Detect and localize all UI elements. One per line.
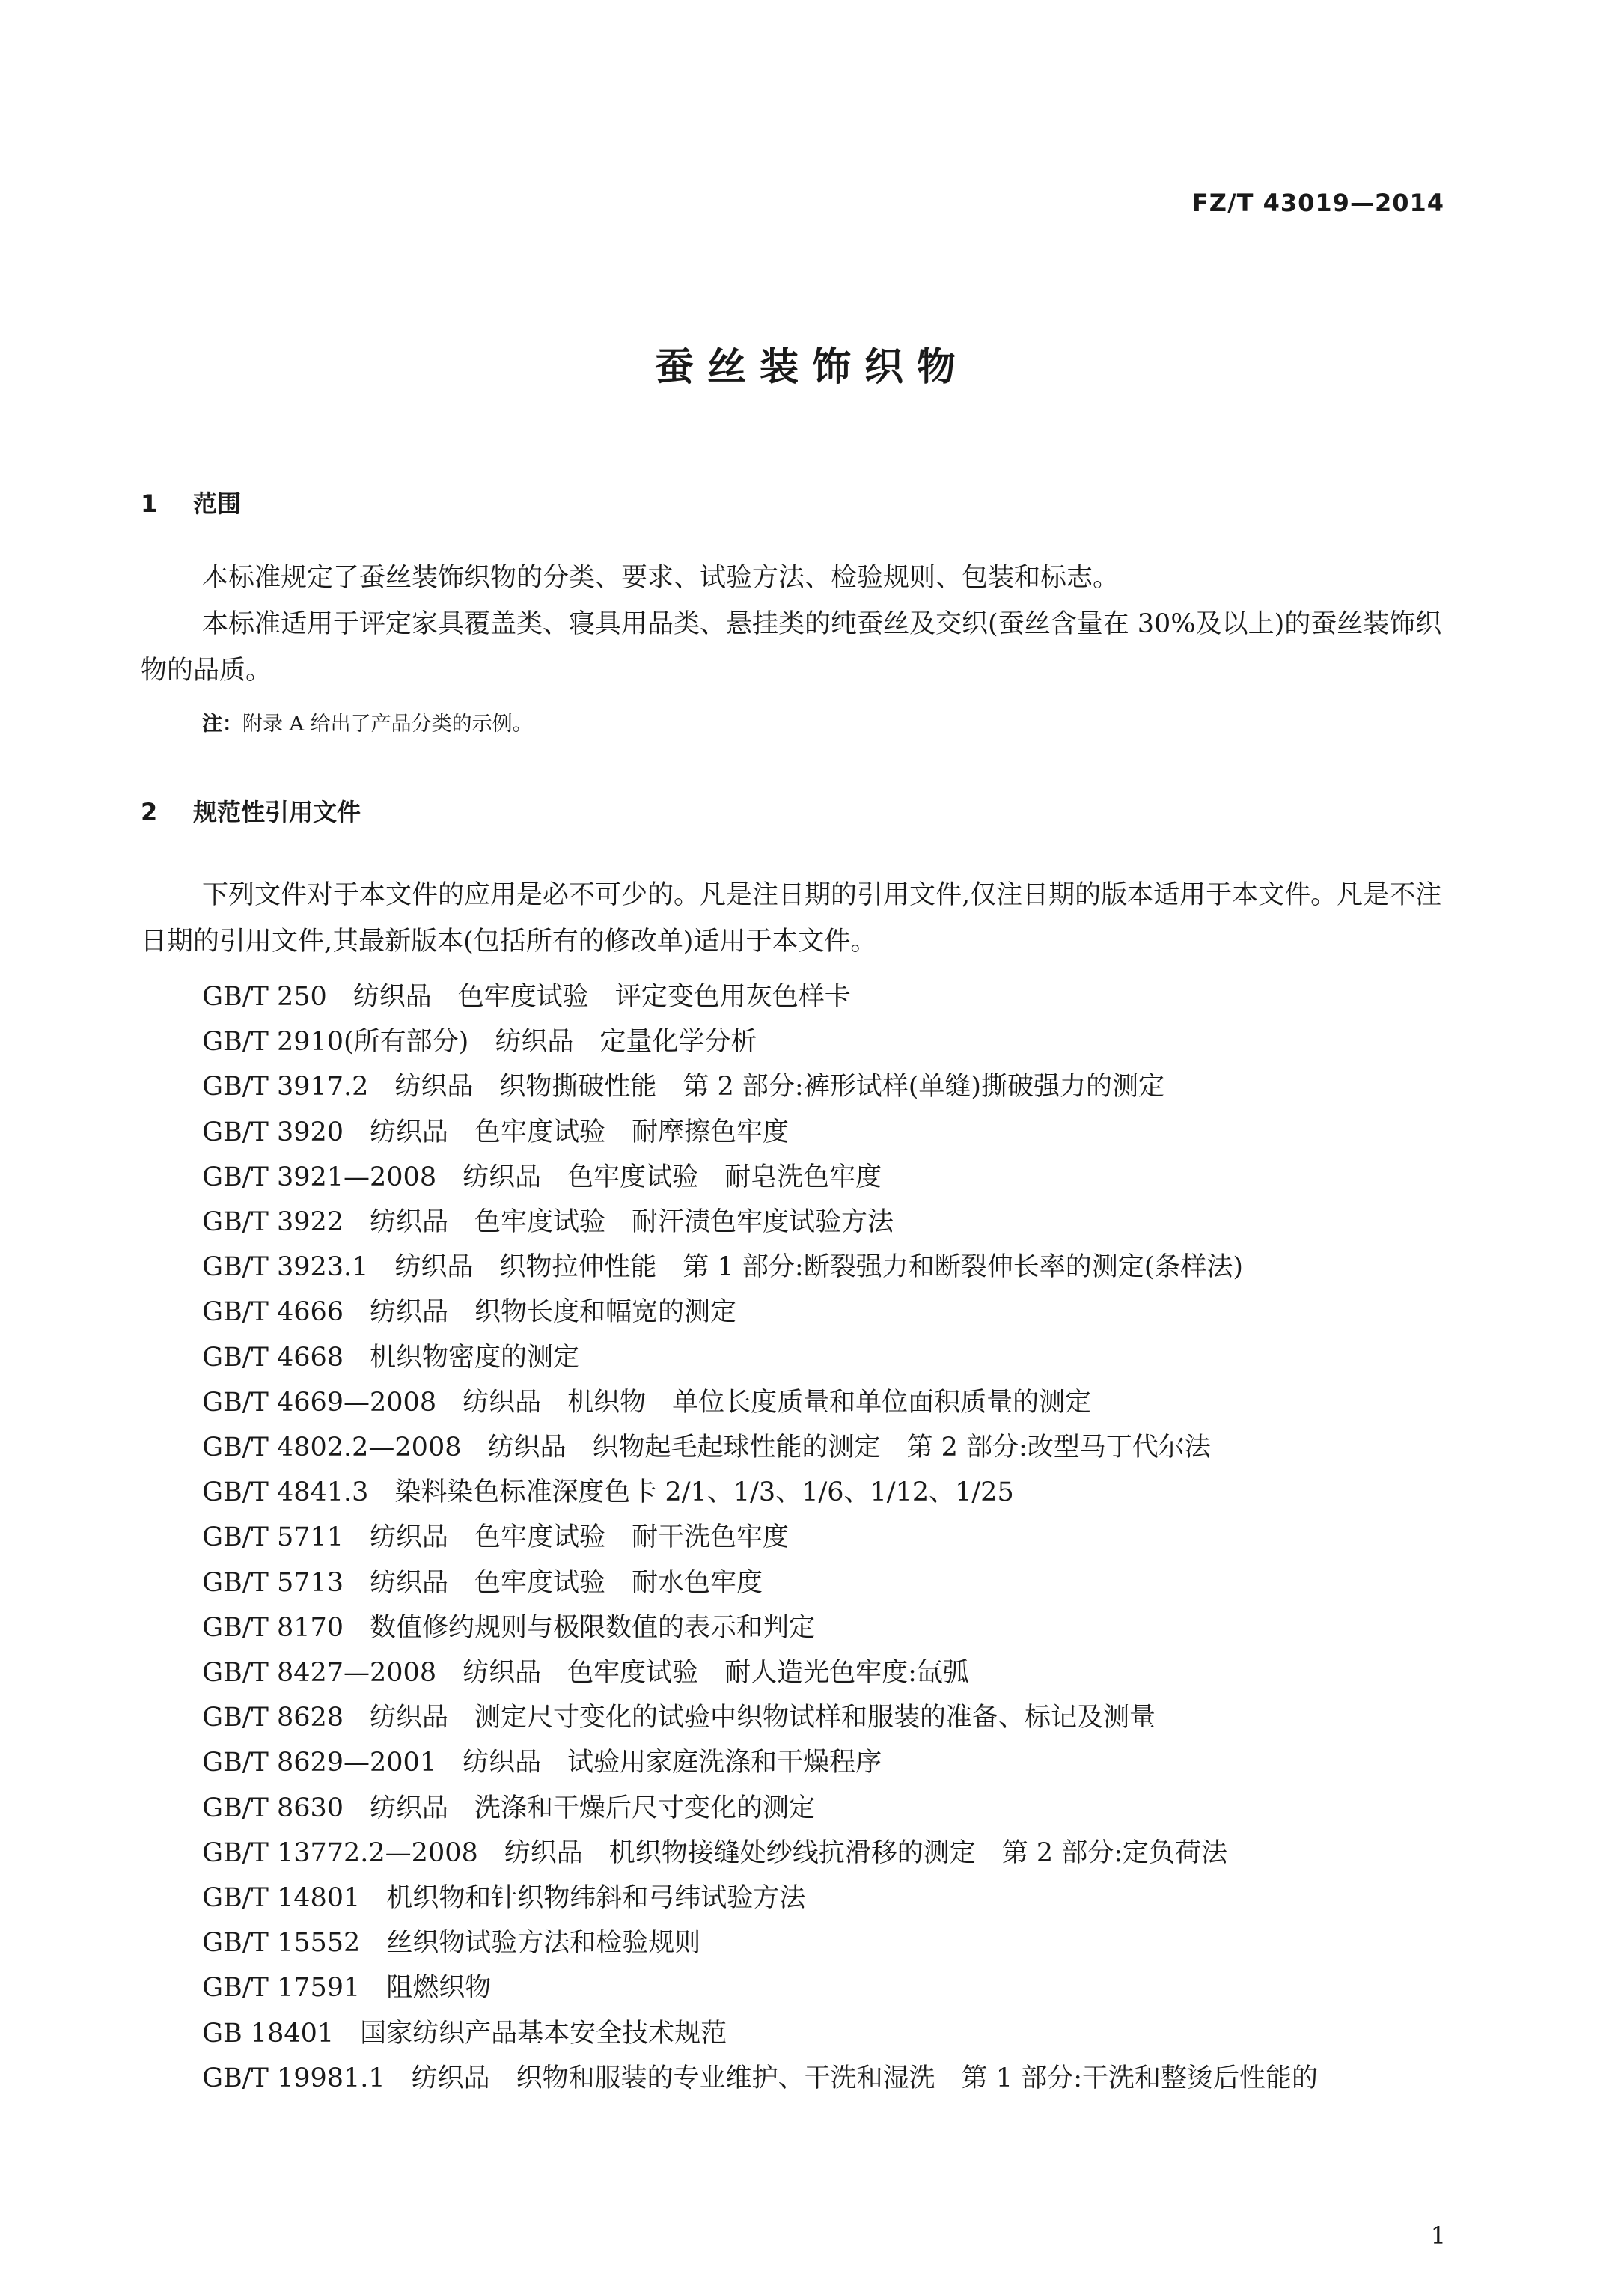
section-2-heading xyxy=(141,793,361,828)
reference-item: GB/T 8629—2001 纺织品 试验用家庭洗涤和干燥程序 xyxy=(202,1748,882,1778)
reference-item: GB/T 3923.1 纺织品 织物拉伸性能 第 1 部分:断裂强力和断裂伸长率的测定(条样法) xyxy=(202,1252,1244,1283)
document-title: 蚕丝装饰织物 xyxy=(654,345,969,390)
reference-item: GB/T 4668 机织物密度的测定 xyxy=(202,1342,580,1373)
note-text: 附录 A 给出了产品分类的示例。 xyxy=(242,713,533,736)
reference-item: GB/T 8628 纺织品 测定尺寸变化的试验中织物试样和服装的准备、标记及测量 xyxy=(202,1703,1156,1733)
reference-item: GB/T 5711 纺织品 色牢度试验 耐干洗色牢度 xyxy=(202,1522,790,1553)
section-2-number: 2 xyxy=(141,798,158,826)
section-2-title: 规范性引用文件 xyxy=(193,798,361,826)
reference-item: GB/T 250 纺织品 色牢度试验 评定变色用灰色样卡 xyxy=(202,982,851,1012)
reference-item: GB/T 2910(所有部分) 纺织品 定量化学分析 xyxy=(202,1027,757,1058)
reference-item: GB/T 8170 数值修约规则与极限数值的表示和判定 xyxy=(202,1612,816,1643)
normative-references-list xyxy=(202,974,1318,2101)
scope-paragraph-1: 本标准规定了蚕丝装饰织物的分类、要求、试验方法、检验规则、包装和标志。 xyxy=(202,563,1120,593)
scope-paragraph-2: 本标准适用于评定家具覆盖类、寝具用品类、悬挂类的纯蚕丝及交织(蚕丝含量在 30%及以上)的蚕丝装饰织物的品质。 xyxy=(141,609,1442,686)
reference-item: GB/T 19981.1 纺织品 织物和服装的专业维护、干洗和湿洗 第 1 部分:干洗和整烫后性能的 xyxy=(202,2063,1318,2093)
reference-item: GB 18401 国家纺织产品基本安全技术规范 xyxy=(202,2018,727,2049)
section-1-number: 1 xyxy=(141,489,158,518)
reference-item: GB/T 3921—2008 纺织品 色牢度试验 耐皂洗色牢度 xyxy=(202,1162,882,1192)
reference-item: GB/T 8427—2008 纺织品 色牢度试验 耐人造光色牢度:氙弧 xyxy=(202,1658,969,1689)
page-number: 1 xyxy=(1430,2221,1446,2250)
reference-item: GB/T 14801 机织物和针织物纬斜和弓纬试验方法 xyxy=(202,1883,806,1914)
standard-number: FZ/T 43019—2014 xyxy=(1191,189,1444,217)
reference-item: GB/T 4802.2—2008 纺织品 织物起毛起球性能的测定 第 2 部分:改型马丁代尔法 xyxy=(202,1433,1211,1463)
section-1-title: 范围 xyxy=(193,489,242,518)
reference-item: GB/T 3917.2 纺织品 织物撕破性能 第 2 部分:裤形试样(单缝)撕破强力的测定 xyxy=(202,1072,1165,1102)
reference-item: GB/T 17591 阻燃织物 xyxy=(202,1973,492,2004)
reference-item: GB/T 3922 纺织品 色牢度试验 耐汗渍色牢度试验方法 xyxy=(202,1207,894,1238)
section-1-heading xyxy=(141,485,241,519)
note-label: 注： xyxy=(202,713,242,736)
reference-item: GB/T 4669—2008 纺织品 机织物 单位长度质量和单位面积质量的测定 xyxy=(202,1387,1092,1418)
reference-item: GB/T 4841.3 染料染色标准深度色卡 2/1、1/3、1/6、1/12、1/25 xyxy=(202,1477,1014,1508)
reference-item: GB/T 5713 纺织品 色牢度试验 耐水色牢度 xyxy=(202,1567,763,1598)
reference-item: GB/T 8630 纺织品 洗涤和干燥后尺寸变化的测定 xyxy=(202,1793,816,1823)
reference-item: GB/T 4666 纺织品 织物长度和幅宽的测定 xyxy=(202,1297,737,1328)
references-intro: 下列文件对于本文件的应用是必不可少的。凡是注日期的引用文件,仅注日期的版本适用于本文件。凡是不注日期的引用文件,其最新版本(包括所有的修改单)适用于本文件。 xyxy=(141,880,1442,957)
reference-item: GB/T 13772.2—2008 纺织品 机织物接缝处纱线抗滑移的测定 第 2 部分:定负荷法 xyxy=(202,1837,1228,1868)
reference-item: GB/T 3920 纺织品 色牢度试验 耐摩擦色牢度 xyxy=(202,1117,790,1147)
reference-item: GB/T 15552 丝织物试验方法和检验规则 xyxy=(202,1928,701,1959)
scope-note xyxy=(202,707,533,736)
